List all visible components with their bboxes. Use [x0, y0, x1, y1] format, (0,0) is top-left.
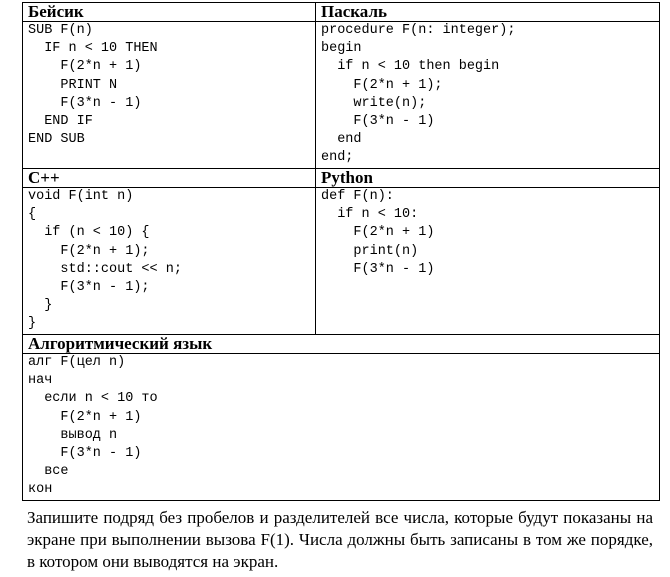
cpp-cell	[23, 188, 316, 335]
algorithmic-header: Алгоритмический язык	[23, 335, 660, 354]
pascal-code: procedure F(n: integer); begin if n < 10 then begin F(2*n + 1); write(n); F(3*n - 1) end end;	[321, 23, 516, 166]
algorithmic-code: алг F(цел n) нач если n < 10 то F(2*n + 1) вывод n F(3*n - 1) все кон	[28, 355, 158, 498]
header-row-2	[23, 169, 660, 188]
python-code: def F(n): if n < 10: F(2*n + 1) print(n) F(3*n - 1)	[321, 189, 435, 277]
header-row-1	[23, 3, 660, 22]
pascal-header: Паскаль	[316, 3, 660, 22]
task-text: Запишите подряд без пробелов и разделителей все числа, которые будут показаны на экране при выполнении вызова F(1). Числа должны быть записаны в том же порядке, в котором они выводятся на экран.	[27, 508, 653, 571]
code-row-1	[23, 22, 660, 169]
cpp-header: C++	[23, 169, 316, 188]
cpp-code: void F(int n) { if (n < 10) { F(2*n + 1); std::cout << n; F(3*n - 1); } }	[28, 189, 182, 332]
code-row-2	[23, 188, 660, 335]
python-cell	[316, 188, 660, 335]
basic-code: SUB F(n) IF n < 10 THEN F(2*n + 1) PRINT N F(3*n - 1) END IF END SUB	[28, 23, 158, 148]
code-table	[22, 2, 660, 501]
code-row-3	[23, 354, 660, 501]
header-row-3	[23, 335, 660, 354]
algorithmic-cell	[23, 354, 660, 501]
python-header: Python	[316, 169, 660, 188]
pascal-cell	[316, 22, 660, 169]
basic-header: Бейсик	[23, 3, 316, 22]
basic-cell	[23, 22, 316, 169]
